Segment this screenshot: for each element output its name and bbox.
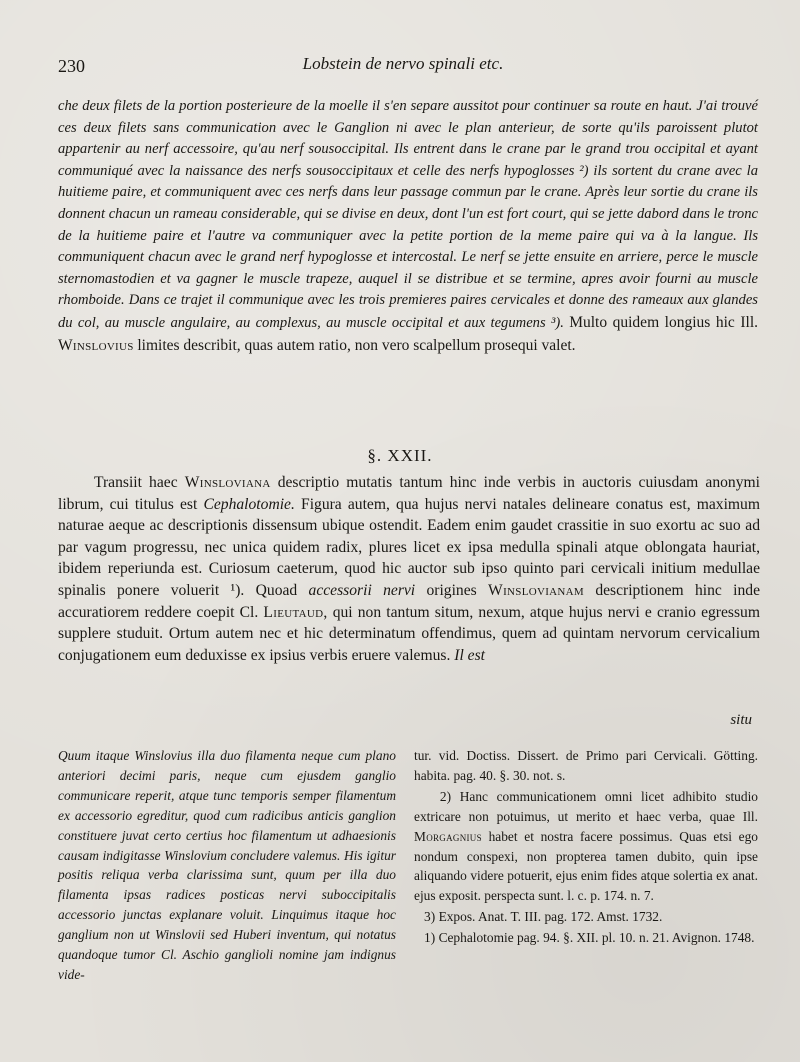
note3-number: 3) (424, 909, 436, 925)
page-number: 230 (58, 56, 85, 76)
note2-text-a: Hanc communicationem omni licet adhibito studio extricare non potuimus, ut merito et haec verba, quae Ill. (414, 788, 758, 824)
para-segment-6: qui non tantum situm, nexum, atque hujus nervi e cranio egressum supplere studuit. Ortum autem nec et hic determinatum offendimus, quem ad quintam nervorum cervicalium conjugationem eum deduxisse ex ipsius verbis eruere valemus. (58, 603, 760, 664)
note2-text-b: habet et nostra facere possimus. Quas etsi ego nondum conspexi, non propterea tamen dubito, quin ipse aliquando videre potuerit, ejus enim fides atque solertia ex anat. ejus exposit. perspecta sunt. (414, 828, 758, 904)
italic-accessorii: accessorii nervi (308, 581, 416, 599)
note2-text-c: l. c. p. 174. n. 7. (567, 888, 654, 904)
note1-number: 1) (424, 930, 436, 946)
footnote-continuation (414, 746, 758, 786)
french-quote-text: che deux filets de la portion posterieure de la moelle il s'en separe aussitot pour continuer sa route en haut. J'ai trouvé ces deux filets sans communication avec le Ganglion ni avec le plan anterieur, de sorte qu'ils paroissent plutot appartenir au nerf accessoire, qu'au nerf sousoccipital. Ils entrent dans le crane par le grand trou occipital et ayant communiqué avec la naissance des nerfs sousoccipitaux et celle des nerfs hypoglosses ²) ils sortent du crane avec la huitieme paire, et communiquent avec ces nerfs dans leur passage commun par le crane. Après leur sortie du crane ils donnent chacun un rameau considerable, qui se divise en deux, dont l'un est fort court, qui se jette dabord dans le tronc de la huitieme paire et l'autre va communiquer avec la petite portion de la meme paire qui va à la langue. Ils communiquent chacun avec le grand nerf hypoglosse et intercostal. Le nerf se jette ensuite en arriere, perce le muscle sternomastodien et va gagner le muscle trapeze, auquel il se distribue et se termine, apres avoir fourni au muscle rhomboide. Dans ce trajet il communique avec les trois premieres paires cervicales et donne des rameaux aux glandes du col, au muscle angulaire, au complexus, au muscle occipital et aux tegumens ³). (58, 98, 758, 331)
footnote-3 (414, 907, 758, 927)
catchword: situ (730, 712, 752, 728)
para-segment-2: descriptio mutatis tantum hinc inde verbis in auctoris cuiusdam anonymi librum, cui titulus est (58, 474, 760, 513)
footnote-1 (414, 928, 758, 948)
para-segment-4: origines (426, 581, 477, 599)
footnote-right-column (414, 746, 758, 948)
note2-number: 2) (439, 788, 452, 804)
main-paragraph (58, 472, 760, 666)
note-cont-b: Doctiss. Dissert. de Primo pari Cervicali. Götting. habita. (414, 748, 758, 783)
running-title: Lobstein de nervo spinali etc. (302, 54, 504, 73)
italic-il-est: Il est (454, 646, 485, 664)
note3-text-a: Expos. Anat. (438, 909, 508, 925)
note1-text-b: pag. 94. §. XII. pl. 10. n. 21. Avignon. 1748. (517, 930, 755, 946)
title-cephalotomie: Cephalotomie. (203, 495, 295, 513)
french-quotation (58, 96, 758, 357)
name-morgagnius: Morgagnius (414, 828, 482, 844)
author-name-winslovius: Winslovius (58, 336, 134, 354)
latin-remark-b: limites describit, quas autem ratio, non vero scalpellum prosequi valet. (137, 336, 576, 354)
footnote-2 (414, 787, 758, 906)
note3-text-b: T. III. pag. 172. Amst. 1732. (510, 909, 663, 925)
latin-remark-a: Multo quidem longius hic Ill. (569, 313, 758, 331)
name-lieutaud: Lieutaud, (263, 603, 328, 621)
para-segment-3: Figura autem, qua hujus nervi natales delineare conatus est, maximum naturae aeque ac descriptionis dissensum ubique ostendit. Eadem enim gaudet crassitie in suo exortu ac suo ad par vagum progressu, nec unica quidem radix, plures licet ex ipsa medulla spinali atque oblongata hauriat, ibidem reperiunda est. Curiosum caeterum, quod hic auctor sub ipso quinto pari cervicali initium medullae spinalis ponere voluerit ¹). Quoad (58, 495, 760, 599)
para-segment-5: descriptionem hinc inde accuratiorem reddere coepit Cl. (58, 581, 760, 621)
note-cont-c: pag. 40. §. 30. not. s. (453, 767, 566, 783)
name-winsloviana: Winsloviana (184, 474, 271, 491)
note1-text-a: Cephalotomie (438, 930, 514, 946)
note-cont-a: tur. vid. (414, 748, 460, 763)
name-winslovianam: Winslovianam (488, 581, 584, 599)
section-heading: §. XXII. (367, 446, 433, 465)
footnote-left-column: Quum itaque Winslovius illa duo filamenta neque cum plano anteriori decimi paris, neque cum ejusdem ganglio communicare reperit, atque tunc temporis semper filamentum ex accessorio egreditur, quod cum radicibus anticis ganglion constituere juvat certo certius hoc filamentum ut adhaesionis causam indigitasse Winslovium concludere valemus. His igitur positis reliqua verba clarissima sunt, quum per illa duo filamenta ipsas radices posticas nervi suboccipitalis accessorio junctas explanare voluit. Linquimus itaque hoc ganglium non ut Winslovii sed Huberi inventum, qui notatus quandoque tumor Cl. Aschio ganglioli nomine jam indignus vide- (58, 748, 396, 982)
para-segment-1: Transiit haec (94, 474, 178, 491)
page-header (58, 54, 748, 78)
